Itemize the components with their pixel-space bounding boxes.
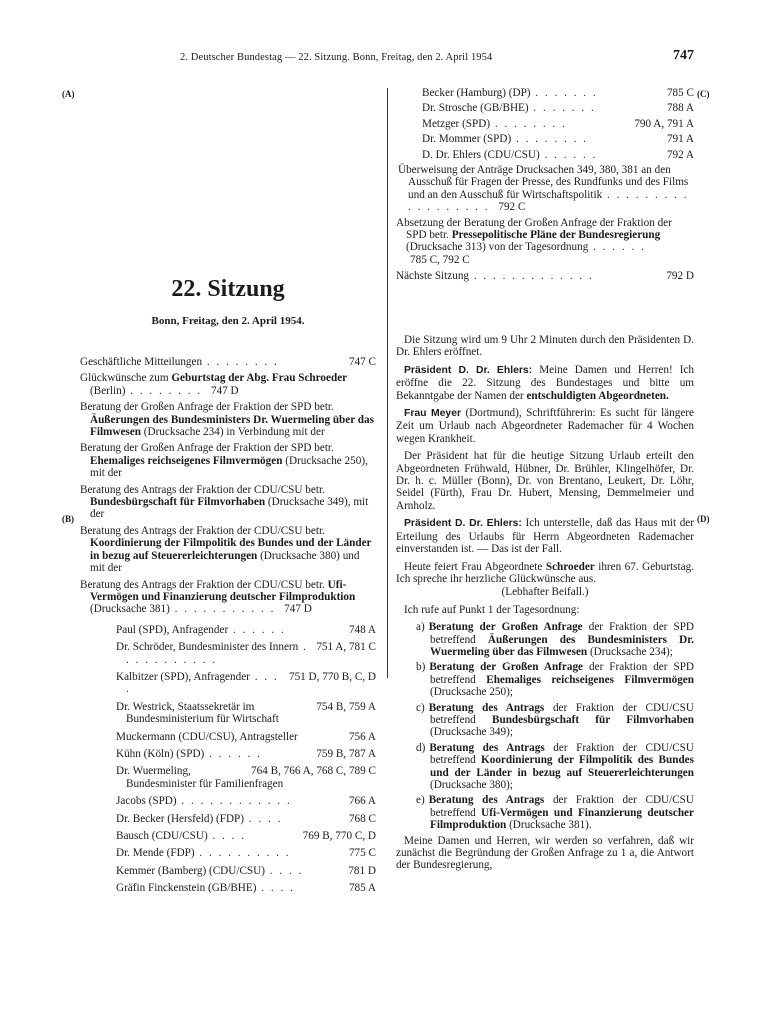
toc-ref: 764 B, 766 A, 768 C, 789 C (251, 765, 376, 778)
speech-text: ihren 67. Geburtstag. Ich spreche ihr herzliche Glückwünsche aus. (396, 560, 695, 585)
toc-dots: . . . . (126, 670, 279, 696)
toc-text: Beratung des Antrags der Fraktion der CDU/CSU betr. (80, 578, 328, 591)
toc-ref: 785 A (348, 882, 376, 895)
body-paragraph: Die Sitzung wird um 9 Uhr 2 Minuten durch den Präsidenten D. Dr. Ehlers eröffnet. (396, 334, 694, 359)
toc-speaker-entry (396, 87, 694, 99)
toc-speaker-entry (80, 641, 376, 666)
toc-ref: 766 A (348, 795, 376, 808)
toc-ref: 792 A (666, 148, 694, 161)
toc-right (396, 87, 694, 287)
toc-speaker-entry (396, 102, 694, 114)
toc-entry (396, 270, 694, 282)
toc-dots: . . . . . . . . (125, 384, 207, 397)
speaker-name: Dr. Mende (FDP) (116, 847, 195, 860)
toc-ref: 747 D (210, 384, 239, 397)
toc-text-bold: Ehemaliges reichseigenes Filmvermögen (90, 454, 283, 467)
toc-text: (Drucksache 234) in Verbindung mit der (140, 426, 325, 439)
toc-dots: . . . . . . . . . . . . . (469, 270, 594, 283)
toc-speaker-entry (80, 865, 376, 877)
speaker-name: Gräfin Finckenstein (GB/BHE) (116, 882, 257, 895)
agenda-text: (Drucksache 250); (430, 686, 513, 699)
toc-left (80, 356, 376, 900)
session-title: 22. Sitzung (171, 276, 285, 302)
body-paragraph (396, 407, 694, 445)
agenda-bold: Beratung der Großen Anfrage (428, 621, 583, 634)
body-paragraph (396, 561, 694, 586)
toc-entry (80, 372, 376, 397)
applause-note: (Lebhafter Beifall.) (501, 586, 589, 599)
toc-dots: . . . . (244, 812, 283, 825)
speaker-name: Metzger (SPD) (422, 117, 491, 130)
toc-speaker-entry (80, 830, 376, 842)
speaker-name: Bausch (CDU/CSU) (116, 830, 208, 842)
speech-text: Heute feiert Frau Abgeordnete (404, 560, 546, 573)
speaker-name: Kühn (Köln) (SPD) (116, 747, 205, 760)
speaker-name: Dr. Becker (Hersfeld) (FDP) (116, 812, 244, 825)
speaker-list (80, 624, 376, 895)
agenda-bold: Äußerungen des Bundesministers Dr. Wuermeling über das Filmwesen (430, 633, 694, 658)
toc-text: (Drucksache 349), mit der (90, 496, 369, 521)
toc-entry (80, 579, 376, 616)
agenda-text: der Fraktion der SPD betreffend (430, 621, 694, 646)
toc-speaker-entry (396, 133, 694, 145)
body-paragraph: Meine Damen und Herren, wir werden so verfahren, daß wir zunächst die Begründung der Großen Anfrage zu 1 a, die Antwort der Bundesregierung, (396, 834, 694, 872)
toc-ref: 754 B, 759 A (316, 700, 376, 713)
toc-ref: 768 C (348, 812, 376, 825)
toc-dots: . . . . . . . . . . . . . . . . . . (408, 188, 689, 214)
speech-text: Ich unterstelle, daß das Haus mit der Erteilung des Urlaubs für Herrn Abgeordneten Rademacher einverstanden ist. — Das ist der Fall. (396, 517, 694, 556)
toc-ref: 775 C (348, 847, 376, 860)
speaker-name: Jacobs (SPD) (116, 795, 177, 808)
agenda-bold: Beratung der Großen Anfrage (429, 661, 584, 674)
toc-dots: . . . . . . . . . . . (169, 603, 281, 616)
agenda-label: b) (416, 661, 426, 674)
toc-ref: 781 D (348, 864, 376, 877)
agenda-text: der Fraktion der CDU/CSU betreffend (430, 794, 694, 819)
toc-speaker-entry (396, 149, 694, 161)
toc-speaker-entry (80, 748, 376, 760)
agenda-text: (Drucksache 381). (506, 819, 592, 832)
toc-speaker-entry (80, 765, 376, 790)
toc-ref: 759 B, 787 A (316, 747, 376, 760)
toc-dots: . . . . . . (588, 241, 646, 254)
agenda-text: der Fraktion der CDU/CSU betreffend (430, 701, 694, 726)
toc-dots: . . . . (256, 882, 295, 895)
agenda-text: (Drucksache 380); (430, 779, 513, 791)
speaker-name: Kalbitzer (SPD), Anfragender (116, 670, 250, 683)
toc-ref: 790 A, 791 A (634, 117, 694, 130)
agenda-bold: Beratung des Antrags (429, 741, 545, 754)
toc-dots: . . . . (207, 830, 247, 842)
running-header: 2. Deutscher Bundestag — 22. Sitzung. Bonn, Freitag, den 2. April 1954 (180, 52, 493, 63)
toc-ref: 751 A, 781 C (316, 641, 376, 654)
body-paragraph: Der Präsident hat für die heutige Sitzung Urlaub erteilt den Abgeordneten Frühwald, Hübner, Dr. Brühler, Klingelhöfer, Dr. Dr. h. c. Müller (Bonn), Dr. von Brentano, Leukert, Dr. Löhr, Seidel (Fürth), Frau Dr. Hubert, Mensing, Demmelmeier und Arnholz. (396, 450, 694, 512)
toc-text-bold: Äußerungen des Bundesministers Dr. Wuermeling über das Filmwesen (90, 413, 374, 439)
speaker-name: Präsident D. Dr. Ehlers: (404, 518, 522, 530)
toc-entry (80, 442, 376, 479)
toc-dots: . . . . . . (228, 623, 286, 636)
speaker-name: Paul (SPD), Anfragender (116, 623, 229, 636)
page-number: 747 (673, 48, 694, 63)
agenda-text: (Drucksache 349); (430, 726, 513, 739)
toc-dots: . . . . . . . (530, 87, 598, 99)
toc-ref: 785 C, 792 C (410, 253, 470, 266)
agenda-bold: Bundesbürgschaft für Filmvorhaben (492, 713, 694, 726)
toc-text: Absetzung der Beratung der Großen Anfrage der Fraktion der SPD betr. (396, 216, 672, 242)
toc-ref: 792 D (666, 270, 694, 283)
speaker-name: Dr. Westrick, Staatssekretär im Bundesministerium für Wirtschaft (116, 700, 279, 726)
toc-entry (80, 525, 376, 575)
toc-text: Beratung der Großen Anfrage der Fraktion der SPD betr. (80, 401, 334, 414)
toc-text: (Berlin) (90, 384, 126, 397)
toc-text: (Drucksache 313) von der Tagesordnung (406, 241, 589, 254)
toc-text: Überweisung der Anträge Drucksachen 349, 380, 381 an den Ausschuß für Fragen der Presse, des Rundfunks und des Films und an den Ausschuß für Wirtschaftspolitik (398, 164, 689, 201)
speech-text: Meine Damen und Herren! Ich eröffne die 22. Sitzung des Bundestages und bitte um Bekanntgabe der Namen der (396, 363, 695, 402)
toc-ref: 747 C (348, 356, 376, 368)
toc-ref: 751 D, 770 B, C, D (288, 670, 376, 683)
agenda-bold: Ehemaliges reichseigenes Filmvermögen (486, 673, 694, 686)
toc-speaker-entry (80, 624, 376, 636)
session-body (396, 334, 694, 877)
toc-entry (80, 401, 376, 438)
speech-text: (Dortmund), Schriftführerin: Es sucht für längere Zeit um Urlaub nach Abgeordneter Rademacher für 4 Wochen wegen Krankheit. (396, 407, 694, 445)
toc-ref: 785 C (666, 87, 694, 99)
toc-speaker-entry (80, 731, 376, 743)
speaker-name: Dr. Schröder, Bundesminister des Innern (116, 641, 299, 654)
agenda-item (408, 702, 694, 739)
agenda-list (396, 621, 694, 832)
margin-marker-a: (A) (62, 89, 75, 99)
session-date: Bonn, Freitag, den 2. April 1954. (151, 315, 305, 327)
agenda-item (408, 661, 694, 698)
speech-text-bold: entschuldigten Abgeordneten. (526, 389, 669, 402)
agenda-label: e) (416, 794, 425, 807)
toc-speaker-entry (396, 118, 694, 130)
body-paragraph (396, 364, 694, 402)
toc-entry (396, 217, 694, 267)
agenda-bold: Beratung des Antrags (428, 794, 545, 807)
toc-dots: . . . . . . (204, 747, 262, 760)
toc-dots: . . . . . . . . (511, 133, 588, 146)
speaker-name: Dr. Wuermeling, Bundesminister für Familienfragen (116, 765, 284, 790)
toc-ref: 788 A (666, 102, 694, 115)
column-divider (387, 88, 388, 678)
toc-text-bold: Ufi-Vermögen und Finanzierung deutscher Filmproduktion (90, 578, 356, 603)
toc-text: Beratung des Antrags der Fraktion der CDU/CSU betr. (80, 524, 325, 537)
toc-speaker-entry (80, 882, 376, 894)
toc-dots: . . . . . . . . . . . . (176, 795, 292, 808)
toc-entry (80, 356, 376, 368)
toc-speaker-entry (80, 847, 376, 859)
toc-text-bold: Pressepolitische Pläne der Bundesregierung (451, 229, 661, 242)
margin-marker-c: (C) (697, 89, 710, 99)
margin-marker-b: (B) (62, 514, 74, 524)
toc-dots: . . . . . . . . (490, 117, 567, 130)
toc-text: Glückwünsche zum (80, 372, 172, 385)
speech-text-bold: Schroeder (545, 560, 595, 573)
toc-ref: 769 B, 770 C, D (302, 830, 376, 842)
agenda-item (408, 742, 694, 792)
speaker-name: Dr. Mommer (SPD) (422, 133, 512, 146)
speaker-name: Präsident D. Dr. Ehlers: (404, 364, 533, 376)
agenda-bold: Beratung des Antrags (428, 701, 545, 714)
toc-text-bold: Geburtstag der Abg. Frau Schroeder (171, 372, 348, 385)
speaker-name: Becker (Hamburg) (DP) (422, 87, 531, 99)
toc-text: Nächste Sitzung (396, 270, 470, 283)
toc-ref: 748 A (348, 623, 376, 636)
toc-ref: 791 A (666, 133, 694, 146)
toc-text: Beratung der Großen Anfrage der Fraktion der SPD betr. (80, 442, 334, 455)
speaker-name: Dr. Strosche (GB/BHE) (422, 102, 529, 115)
speaker-list (396, 87, 694, 161)
toc-dots: . . . . (264, 864, 304, 877)
agenda-text: der Fraktion der SPD betreffend (430, 661, 694, 686)
body-paragraph: Ich rufe auf Punkt 1 der Tagesordnung: (404, 603, 580, 616)
toc-text-bold: Koordinierung der Filmpolitik des Bundes und der Länder in bezug auf Steuererleichterungen (90, 537, 372, 562)
toc-dots: . . . . . . (539, 148, 598, 161)
toc-dots: . . . . . . . . (202, 356, 279, 368)
agenda-text: der Fraktion der CDU/CSU betreffend (430, 741, 694, 767)
toc-dots: . . . . . . . . . . . (126, 641, 308, 666)
speaker-name: Kemmer (Bamberg) (CDU/CSU) (116, 864, 265, 877)
toc-dots: . . . . . . . . . . (194, 847, 291, 860)
toc-text: Beratung des Antrags der Fraktion der CDU/CSU betr. (80, 483, 325, 496)
toc-ref: 756 A (348, 730, 376, 743)
toc-text-bold: Bundesbürgschaft für Filmvorhaben (90, 496, 266, 509)
speaker-name: D. Dr. Ehlers (CDU/CSU) (422, 148, 540, 161)
body-paragraph (396, 517, 694, 555)
agenda-label: c) (416, 701, 425, 714)
toc-text: (Drucksache 381) (90, 603, 170, 616)
agenda-text: (Drucksache 234); (587, 645, 673, 658)
agenda-item (408, 621, 694, 658)
speaker-name: Muckermann (CDU/CSU), Antragsteller (116, 730, 298, 743)
toc-dots: . . . . . . . (528, 102, 596, 115)
toc-entry (396, 164, 694, 214)
speaker-name: Frau Meyer (404, 408, 462, 420)
toc-speaker-entry (80, 813, 376, 825)
toc-ref: 747 D (284, 603, 312, 616)
agenda-label: a) (416, 621, 425, 634)
toc-entry (80, 484, 376, 521)
toc-speaker-entry (80, 701, 376, 726)
agenda-label: d) (416, 741, 426, 754)
agenda-bold: Koordinierung der Filmpolitik des Bundes und der Länder in bezug auf Steuererleichterungen (430, 754, 694, 779)
toc-text: Geschäftliche Mitteilungen (80, 356, 203, 368)
toc-ref: 792 C (498, 201, 526, 214)
toc-text: (Drucksache 380) und mit der (90, 549, 360, 575)
agenda-item (408, 794, 694, 831)
agenda-bold: Ufi-Vermögen und Finanzierung deutscher Filmproduktion (430, 806, 694, 832)
toc-speaker-entry (80, 795, 376, 807)
toc-speaker-entry (80, 671, 376, 696)
margin-marker-d: (D) (697, 514, 710, 524)
toc-text: (Drucksache 250), mit der (90, 454, 368, 480)
